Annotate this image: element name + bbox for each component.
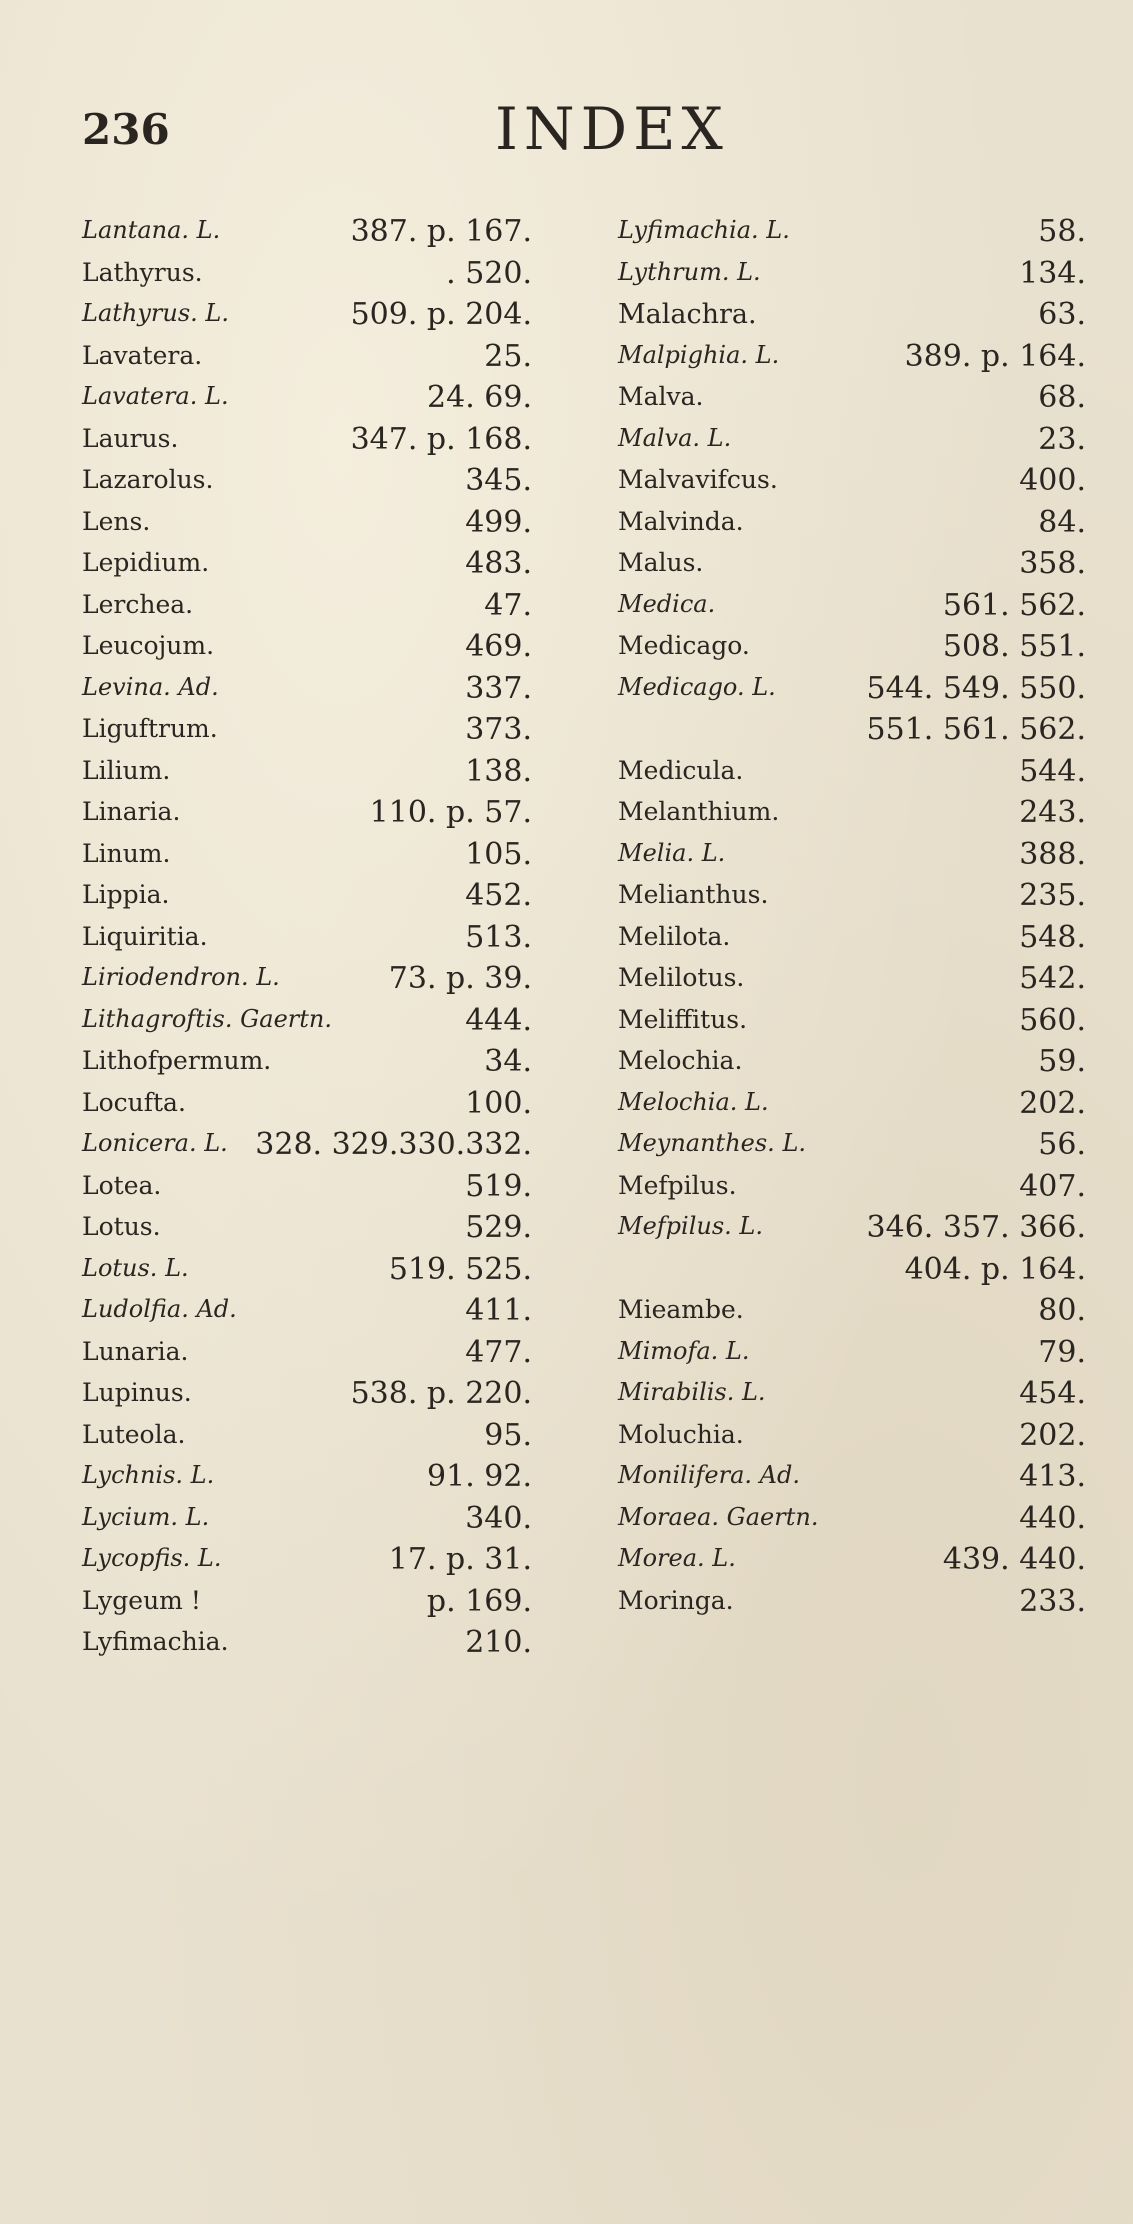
index-entry: [618, 1416, 1086, 1458]
index-entry: [82, 1208, 532, 1250]
index-term: Malpighia. L.: [618, 340, 780, 369]
index-entry: [82, 378, 532, 420]
index-term: Malva. L.: [618, 423, 732, 452]
index-term: Lavatera. L.: [82, 382, 229, 410]
index-term: Mefpilus.: [618, 1170, 737, 1200]
page-reference: 444.: [465, 1002, 532, 1038]
index-term: Malus.: [618, 548, 704, 577]
page-reference: 68.: [1038, 380, 1086, 415]
index-entry: [82, 752, 532, 794]
page-reference: 561. 562.: [942, 587, 1086, 623]
index-term: Lavatera.: [82, 340, 203, 370]
index-entry: [82, 1084, 532, 1126]
index-term: Medicago.: [618, 631, 750, 660]
index-entry: [82, 669, 532, 711]
page-reference: 499.: [465, 504, 532, 540]
index-term: Laurus.: [82, 423, 179, 453]
page-reference: 134.: [1019, 255, 1086, 291]
index-entry: [618, 1250, 1086, 1292]
index-term: Monilifera. Ad.: [618, 1461, 800, 1489]
index-entry: [618, 1333, 1086, 1375]
index-entry: [82, 1291, 532, 1333]
index-entry: [82, 1250, 532, 1292]
index-term: Lupinus.: [82, 1378, 192, 1407]
index-entry: [618, 1084, 1086, 1126]
index-entry: [618, 586, 1086, 628]
index-term: Levina. Ad.: [82, 672, 219, 701]
index-term: Locufta.: [82, 1087, 186, 1117]
page-reference: 413.: [1019, 1459, 1086, 1494]
page-reference: 439. 440.: [942, 1542, 1086, 1577]
page-reference: 483.: [465, 546, 532, 581]
index-entry: [618, 876, 1086, 918]
index-entry: [82, 1582, 532, 1624]
page-reference: 17. p. 31.: [388, 1542, 532, 1577]
page-reference: 519. 525.: [388, 1251, 532, 1287]
page-reference: . 520.: [446, 255, 532, 291]
page-reference: 56.: [1038, 1127, 1086, 1162]
index-term: Lens.: [82, 506, 151, 536]
index-term: Linaria.: [82, 797, 181, 826]
page-reference: 337.: [465, 670, 532, 706]
page-reference: 95.: [484, 1417, 532, 1453]
page-reference: 34.: [484, 1044, 532, 1079]
index-term: Lycium. L.: [82, 1502, 210, 1531]
index-entry: [82, 1042, 532, 1084]
index-term: Lotus.: [82, 1212, 161, 1241]
index-term: Liquiritia.: [82, 921, 208, 951]
page-reference: 347. p. 168.: [350, 421, 532, 457]
index-entry: [618, 710, 1086, 752]
page-reference: 243.: [1019, 795, 1086, 830]
index-term: Mieambe.: [618, 1295, 744, 1324]
page-reference: 551. 561. 562.: [866, 712, 1086, 747]
index-term: Lepidium.: [82, 548, 210, 577]
index-term: Medicago. L.: [618, 672, 776, 701]
page-reference: 454.: [1019, 1376, 1086, 1411]
index-entry: [82, 1374, 532, 1416]
page-reference: 469.: [465, 629, 532, 664]
index-entry: [618, 544, 1086, 586]
page-reference: 538. p. 220.: [350, 1376, 532, 1411]
index-entry: [618, 1125, 1086, 1167]
page-reference: 452.: [465, 878, 532, 913]
right-index-column: [618, 212, 1086, 1623]
page-reference: 59.: [1038, 1044, 1086, 1079]
page-header: [0, 95, 1133, 163]
index-entry: [618, 627, 1086, 669]
index-entry: [618, 1457, 1086, 1499]
index-entry: [82, 254, 532, 296]
index-entry: [82, 627, 532, 669]
index-term: Lathyrus.: [82, 257, 203, 287]
index-entry: [618, 1208, 1086, 1250]
page-reference: 346. 357. 366.: [866, 1210, 1086, 1245]
index-term: Melia. L.: [618, 838, 726, 867]
index-entry: [618, 1499, 1086, 1541]
page-reference: 508. 551.: [942, 629, 1086, 664]
index-term: Ludolfia. Ad.: [82, 1295, 237, 1323]
page-reference: 58.: [1038, 214, 1086, 249]
page-reference: 544.: [1019, 753, 1086, 789]
page-reference: 25.: [484, 338, 532, 374]
page-reference: 110. p. 57.: [369, 795, 532, 830]
page-reference: 373.: [465, 712, 532, 747]
index-term: Malachra.: [618, 299, 757, 330]
page-title: INDEX: [495, 95, 729, 163]
index-term: Lithofpermum.: [82, 1046, 272, 1075]
index-term: Leucojum.: [82, 631, 215, 660]
index-entry: [82, 461, 532, 503]
index-term: Lithagroftis. Gaertn.: [82, 1004, 332, 1033]
index-entry: [82, 503, 532, 545]
index-term: Lotea.: [82, 1170, 162, 1200]
index-term: Lunaria.: [82, 1336, 189, 1366]
index-term: Mimofa. L.: [618, 1336, 750, 1365]
index-entry: [618, 1582, 1086, 1624]
index-entry: [618, 420, 1086, 462]
index-term: Mirabilis. L.: [618, 1378, 766, 1406]
index-entry: [618, 337, 1086, 379]
page-reference: 358.: [1019, 546, 1086, 581]
index-term: Malvinda.: [618, 506, 744, 536]
index-term: Lonicera. L.: [82, 1129, 228, 1157]
index-entry: [618, 1001, 1086, 1043]
index-entry: [618, 295, 1086, 337]
index-entry: [82, 959, 532, 1001]
index-term: Linum.: [82, 838, 171, 868]
page-reference: p. 169.: [426, 1583, 532, 1619]
page-reference: 63.: [1038, 297, 1086, 332]
page-reference: 387. p. 167.: [350, 214, 532, 249]
page-reference: 91. 92.: [427, 1459, 532, 1494]
index-entry: [82, 1540, 532, 1582]
page-reference: 80.: [1038, 1293, 1086, 1328]
index-entry: [618, 1291, 1086, 1333]
index-entry: [82, 295, 532, 337]
index-entry: [618, 1540, 1086, 1582]
index-entry: [618, 1167, 1086, 1209]
page-reference: 513.: [465, 919, 532, 955]
index-term: Lythrum. L.: [618, 257, 761, 286]
index-term: Moringa.: [618, 1585, 734, 1615]
page-reference: 100.: [465, 1085, 532, 1121]
page-reference: 519.: [465, 1168, 532, 1204]
index-term: Lygeum !: [82, 1585, 201, 1615]
index-entry: [618, 1374, 1086, 1416]
index-term: Lathyrus. L.: [82, 299, 229, 327]
page-reference: 544. 549. 550.: [866, 670, 1086, 706]
index-term: Lyfimachia.: [82, 1627, 229, 1656]
page-reference: 404. p. 164.: [904, 1251, 1086, 1287]
page-reference: 328. 329.330.332.: [255, 1127, 532, 1162]
index-entry: [82, 1416, 532, 1458]
page-reference: 548.: [1019, 919, 1086, 955]
page-reference: 73. p. 39.: [388, 961, 532, 996]
page-reference: 202.: [1019, 1085, 1086, 1121]
page-reference: 477.: [465, 1334, 532, 1370]
page-reference: 389. p. 164.: [904, 338, 1086, 374]
index-term: Lyfimachia. L.: [618, 216, 790, 244]
index-entry: [82, 1125, 532, 1167]
index-term: Meynanthes. L.: [618, 1129, 807, 1157]
index-entry: [82, 212, 532, 254]
page-reference: 47.: [484, 587, 532, 623]
page-reference: 138.: [465, 753, 532, 789]
index-entry: [82, 1001, 532, 1043]
page-reference: 340.: [465, 1500, 532, 1536]
page-reference: 84.: [1038, 504, 1086, 540]
index-entry: [618, 212, 1086, 254]
index-term: Lazarolus.: [82, 465, 214, 494]
index-term: Melianthus.: [618, 880, 769, 909]
index-entry: [618, 503, 1086, 545]
index-term: Melilotus.: [618, 963, 745, 992]
index-entry: [618, 1042, 1086, 1084]
page-reference: 233.: [1019, 1583, 1086, 1619]
page-reference: 411.: [465, 1293, 532, 1328]
index-entry: [82, 835, 532, 877]
index-entry: [82, 586, 532, 628]
index-term: Malva.: [618, 382, 704, 411]
left-index-column: [82, 212, 532, 1665]
index-entry: [82, 1499, 532, 1541]
index-entry: [82, 1623, 532, 1665]
index-term: Lerchea.: [82, 589, 194, 619]
page-reference: 235.: [1019, 878, 1086, 913]
index-entry: [618, 835, 1086, 877]
page-reference: 23.: [1038, 421, 1086, 457]
index-entry: [618, 752, 1086, 794]
index-entry: [618, 461, 1086, 503]
index-term: Lychnis. L.: [82, 1461, 215, 1489]
index-term: Moraea. Gaertn.: [618, 1502, 819, 1531]
index-entry: [82, 710, 532, 752]
page-reference: 542.: [1019, 961, 1086, 996]
page-reference: 560.: [1019, 1002, 1086, 1038]
page-reference: 24. 69.: [427, 380, 532, 415]
index-term: Lotus. L.: [82, 1253, 189, 1282]
index-term: Melochia. L.: [618, 1087, 769, 1116]
index-entry: [82, 793, 532, 835]
index-entry: [618, 254, 1086, 296]
index-term: Mefpilus. L.: [618, 1212, 763, 1240]
index-term: Liriodendron. L.: [82, 963, 280, 991]
page-reference: 345.: [465, 463, 532, 498]
page-reference: 509. p. 204.: [350, 297, 532, 332]
index-entry: [82, 420, 532, 462]
index-term: Liguftrum.: [82, 714, 218, 743]
index-term: Medicula.: [618, 755, 744, 785]
index-term: Lilium.: [82, 755, 171, 785]
index-term: Lantana. L.: [82, 216, 221, 244]
index-entry: [82, 1457, 532, 1499]
index-entry: [82, 1333, 532, 1375]
index-term: Moluchia.: [618, 1419, 744, 1449]
index-entry: [618, 378, 1086, 420]
index-entry: [82, 876, 532, 918]
index-entry: [82, 337, 532, 379]
page-number: 236: [82, 105, 170, 154]
index-term: Lycopfis. L.: [82, 1544, 222, 1572]
index-term: Melilota.: [618, 921, 731, 951]
page-reference: 105.: [465, 836, 532, 872]
page-reference: 388.: [1019, 836, 1086, 872]
page-reference: 400.: [1019, 463, 1086, 498]
index-entry: [618, 669, 1086, 711]
index-term: Melochia.: [618, 1046, 743, 1075]
page-reference: 440.: [1019, 1500, 1086, 1536]
index-term: Luteola.: [82, 1419, 186, 1449]
index-entry: [82, 544, 532, 586]
index-entry: [618, 793, 1086, 835]
page-reference: 210.: [465, 1625, 532, 1660]
index-entry: [82, 918, 532, 960]
index-term: Lippia.: [82, 880, 170, 909]
page-reference: 79.: [1038, 1334, 1086, 1370]
index-term: Malvavifcus.: [618, 465, 778, 494]
index-entry: [618, 959, 1086, 1001]
index-entry: [618, 918, 1086, 960]
index-term: Medica.: [618, 589, 716, 618]
index-term: Meliffitus.: [618, 1004, 748, 1034]
page-reference: 529.: [465, 1210, 532, 1245]
index-term: Melanthium.: [618, 797, 780, 826]
page-reference: 202.: [1019, 1417, 1086, 1453]
index-entry: [82, 1167, 532, 1209]
page-reference: 407.: [1019, 1168, 1086, 1204]
index-term: Morea. L.: [618, 1544, 736, 1572]
